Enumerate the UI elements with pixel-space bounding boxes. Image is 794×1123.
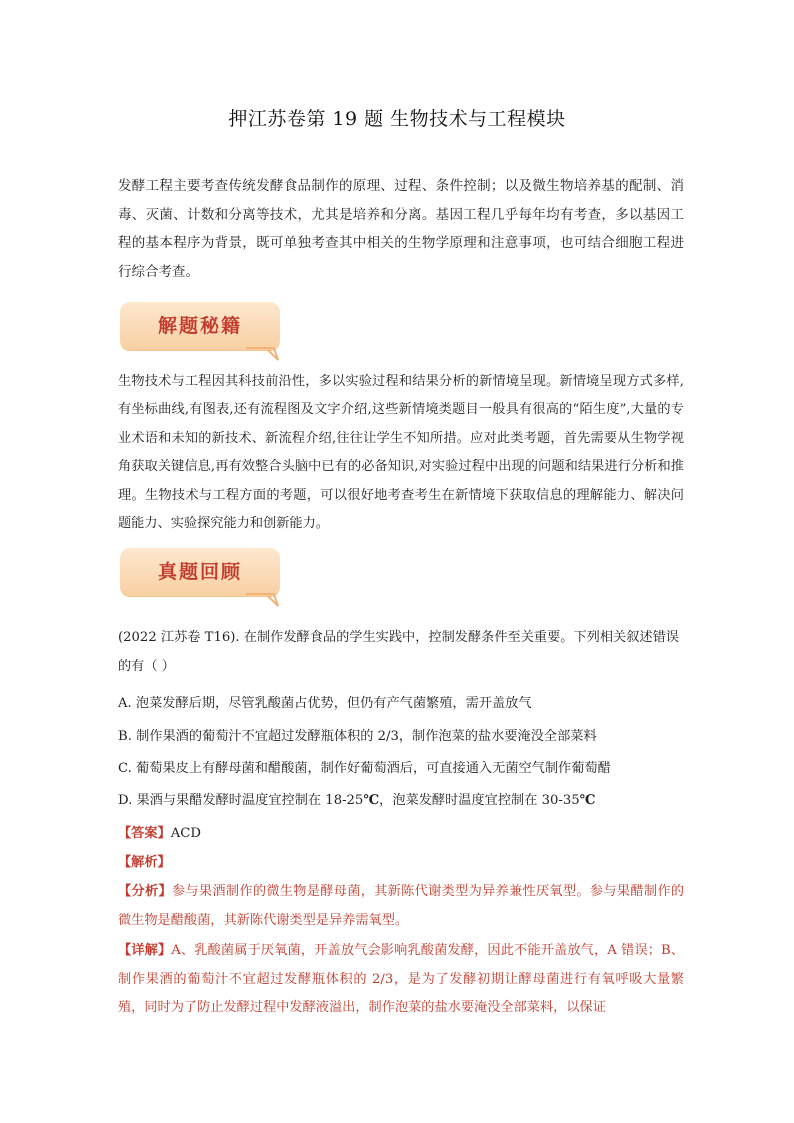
banner-label: 解题秘籍	[157, 315, 242, 337]
option-a: A. 泡菜发酵后期，尽管乳酸菌占优势，但仍有产气菌繁殖，需开盖放气	[118, 696, 532, 711]
analysis-tag: 【分析】	[118, 884, 172, 899]
answer-line	[118, 820, 201, 848]
option-d-text: D. 果酒与果醋发酵时温度宜控制在 18-25	[118, 793, 364, 808]
analysis-header: 【解析】	[118, 855, 171, 870]
option-d-unit: ℃	[579, 793, 596, 808]
tips-paragraph: 生物技术与工程因其科技前沿性，多以实验过程和结果分析的新情境呈现。新情境呈现方式多样,有坐标曲线,有图表,还有流程图及文字介绍,这些新情境类题目一般具有很高的“陌生度”,大量的专业术语和未知的新技术、新流程介绍,往往让学生不知所措。应对此类考题，首先需要从生物学视角获取关键信息,再有效整合头脑中已有的必备知识,对实验过程中出现的问题和结果进行分析和推理。生物技术与工程方面的考题，可以很好地考查考生在新情境下获取信息的理解能力、解决问题能力、实验探究能力和创新能力。	[118, 374, 684, 532]
option-d-text: ，泡菜发酵时温度宜控制在 30-35	[379, 793, 580, 808]
answer-tag: 【答案】	[118, 826, 171, 841]
detail-text: A、乳酸菌属于厌氧菌，开盖放气会影响乳酸菌发酵，因此不能开盖放气，A 错误；B、制作果酒的葡萄汁不宜超过发酵瓶体积的 2/3，是为了发酵初期让酵母菌进行有氧呼吸大量繁殖，同时为了防止发酵过程中发酵液溢出，制作泡菜的盐水要淹没全部菜料，以保证	[118, 943, 684, 1015]
banner-label: 真题回顾	[157, 561, 242, 583]
section-banner-tips	[118, 300, 284, 364]
intro-paragraph: 发酵工程主要考查传统发酵食品制作的原理、过程、条件控制；以及微生物培养基的配制、消毒、灭菌、计数和分离等技术，尤其是培养和分离。基因工程几乎每年均有考查，多以基因工程的基本程序为背景，既可单独考查其中相关的生物学原理和注意事项，也可结合细胞工程进行综合考查。	[118, 178, 684, 280]
section-banner-review	[118, 546, 284, 610]
option-b: B. 制作果酒的葡萄汁不宜超过发酵瓶体积的 2/3，制作泡菜的盐水要淹没全部菜料	[118, 729, 597, 744]
analysis-text: 参与果酒制作的微生物是酵母菌，其新陈代谢类型为异养兼性厌氧型。参与果醋制作的微生物是醋酸菌，其新陈代谢类型是异养需氧型。	[118, 884, 685, 928]
analysis-paragraph	[118, 878, 684, 935]
detail-tag: 【详解】	[118, 943, 172, 958]
question-stem: (2022 江苏卷 T16). 在制作发酵食品的学生实践中，控制发酵条件至关重要。下列相关叙述错误的有（ ）	[118, 630, 679, 674]
option-d-unit: ℃	[363, 793, 380, 808]
option-d	[118, 789, 698, 808]
page-title: 押江苏卷第 19 题 生物技术与工程模块	[228, 108, 566, 130]
option-c: C. 葡萄果皮上有酵母菌和醋酸菌，制作好葡萄酒后，可直接通入无菌空气制作葡萄醋	[118, 761, 611, 776]
answer-value: ACD	[170, 826, 201, 841]
detail-paragraph	[118, 937, 684, 1023]
